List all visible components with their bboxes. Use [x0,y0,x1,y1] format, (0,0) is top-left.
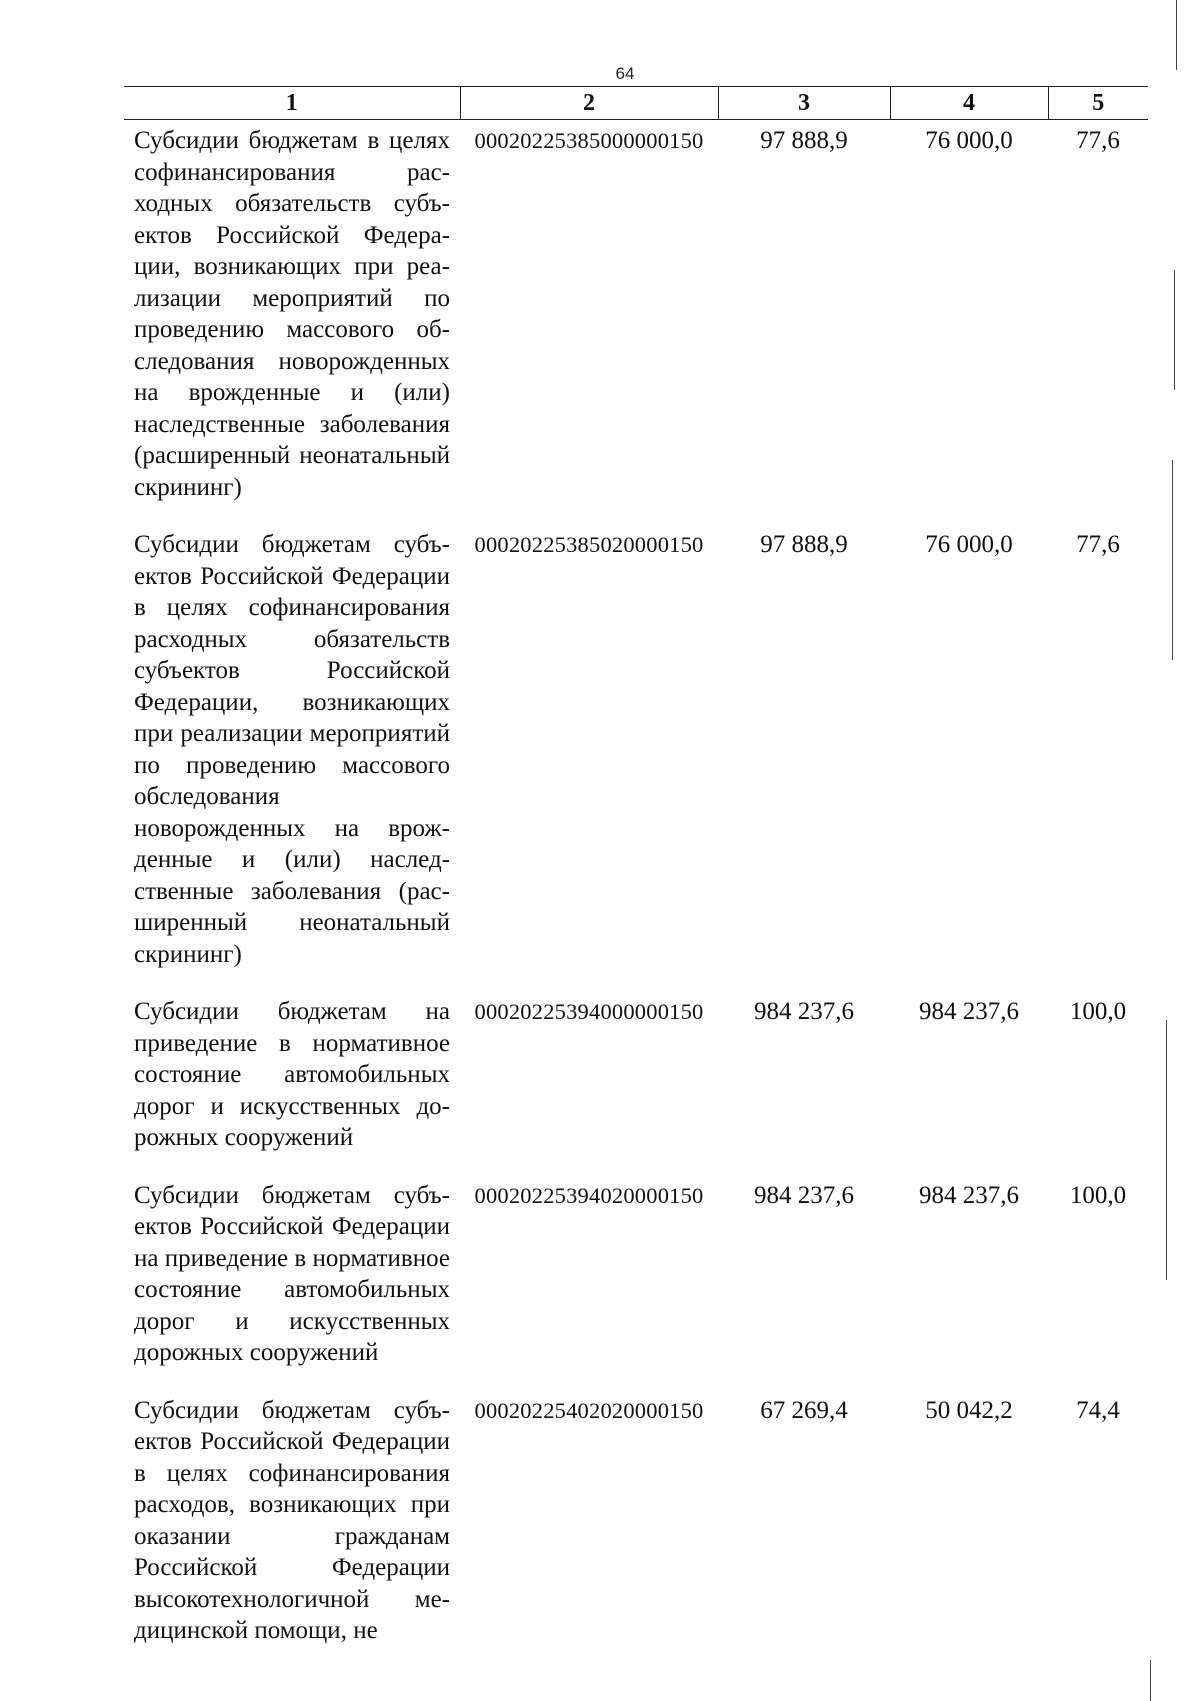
scan-edge-mark [1176,0,1177,70]
page-number: 64 [615,64,635,83]
column-header-2: 2 [460,87,718,120]
row-actual-value: 76 000,0 [925,127,1013,154]
row-code: 00020225402020000150 [474,1397,704,1423]
table-row [124,529,1148,996]
table-row [124,1395,1148,1673]
row-plan-value: 67 269,4 [760,1396,848,1424]
scan-edge-mark [1150,1660,1151,1701]
scan-edge-mark [1174,270,1175,390]
row-percent: 77,6 [1076,531,1120,558]
row-plan-value: 97 888,9 [760,127,848,154]
table-body [124,120,1148,1673]
row-plan-value: 984 237,6 [754,998,854,1025]
row-name: Субсидии бюджетам субъектов Российской Федерации в целях софинансирования расходных обязательств субъектов Российской Федерации, возникающих при реализации мероприятий по проведению массового обследования новорожденных на врожденные и (или) наследственные заболевания (расширенный неонатальный скрининг) [134,531,450,968]
budget-table [124,86,1148,1673]
column-header-4: 4 [890,87,1048,120]
scan-edge-mark [1166,1020,1167,1280]
table-row [124,1180,1148,1395]
row-percent: 77,6 [1076,127,1120,154]
row-actual-value: 50 042,2 [925,1396,1013,1424]
row-actual-value: 76 000,0 [925,531,1013,558]
row-percent: 74,4 [1076,1396,1120,1424]
row-actual-value: 984 237,6 [919,1181,1019,1209]
table-header [124,87,1148,120]
row-name: Субсидии бюджетам субъектов Российской Федерации на приведение в нормативное состояние автомобильных дорог и искусственных дорожных сооружений [134,1181,450,1366]
header-row [124,87,1148,120]
row-code: 00020225385020000150 [474,532,704,557]
row-name: Субсидии бюджетам субъектов Российской Федерации в целях софинансирования расходов, возникающих при оказании гражданам Российской Федерации высокотехнологичной медицинской помощи, не [134,1396,450,1644]
row-name: Субсидии бюджетам на приведение в нормативное состояние автомобильных дорог и искусственных дорожных сооружений [134,998,450,1151]
row-percent: 100,0 [1069,1181,1127,1209]
table-row [124,120,1148,530]
table-row [124,996,1148,1180]
row-code: 00020225385000000150 [474,128,704,153]
row-code: 00020225394000000150 [474,999,704,1024]
row-code: 00020225394020000150 [474,1182,704,1208]
scan-edge-mark [1172,460,1173,660]
column-header-1: 1 [124,87,460,120]
row-plan-value: 984 237,6 [754,1181,854,1209]
row-actual-value: 984 237,6 [919,998,1019,1025]
column-header-3: 3 [718,87,890,120]
column-header-5: 5 [1048,87,1148,120]
row-percent: 100,0 [1069,998,1127,1025]
row-name: Субсидии бюджетам в целях софинансирования расходных обязательств субъектов Российской Федерации, возникающих при реализации мероприятий по проведению массового обследования новорожденных на врожденные и (или) наследственные заболевания (расширенный неонатальный скрининг) [134,127,450,501]
row-plan-value: 97 888,9 [760,531,848,558]
